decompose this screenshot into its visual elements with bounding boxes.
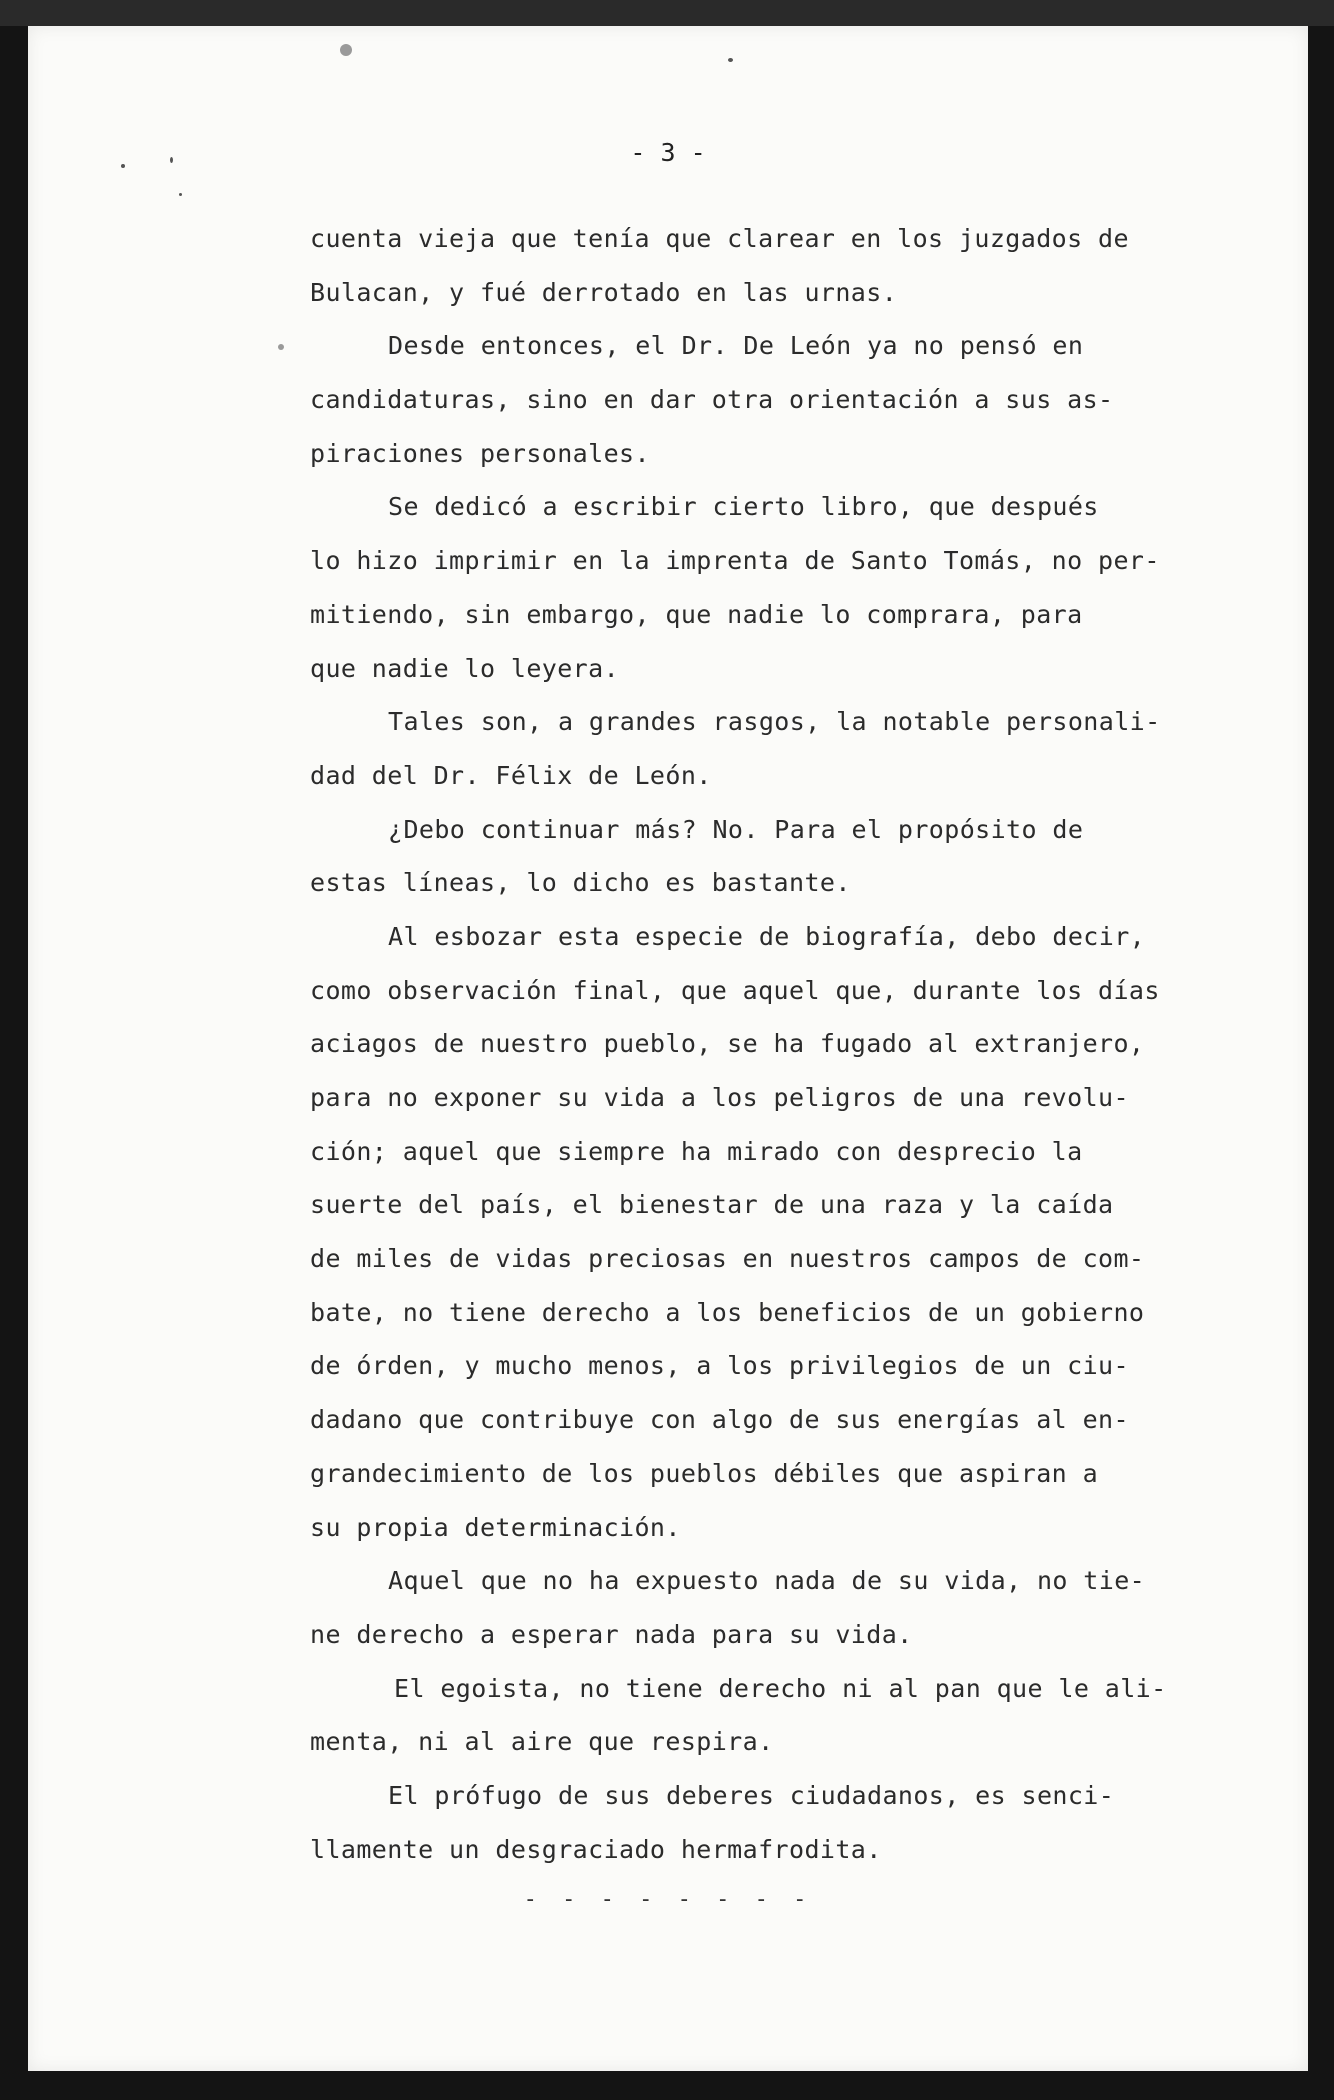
text-line: dadano que contribuye con algo de sus energías al en- bbox=[310, 1405, 1129, 1435]
paragraph-start-line: El egoista, no tiene derecho ni al pan que le ali- bbox=[394, 1673, 1167, 1703]
text-line: de órden, y mucho menos, a los privilegios de un ciu- bbox=[310, 1351, 1129, 1381]
scan-speck bbox=[278, 344, 284, 350]
text-line: de miles de vidas preciosas en nuestros campos de com- bbox=[310, 1244, 1145, 1274]
text-line: suerte del país, el bienestar de una raza y la caída bbox=[310, 1190, 1114, 1220]
text-line: dad del Dr. Félix de León. bbox=[310, 760, 712, 790]
text-line: menta, ni al aire que respira. bbox=[310, 1727, 774, 1757]
text-line: para no exponer su vida a los peligros de una revolu- bbox=[310, 1083, 1129, 1112]
text-line: llamente un desgraciado hermafrodita. bbox=[310, 1834, 882, 1864]
paragraph-start-line: Aquel que no ha expuesto nada de su vida, no tie- bbox=[388, 1566, 1146, 1596]
text-line: que nadie lo leyera. bbox=[310, 653, 620, 683]
paragraph-start-line: Se dedicó a escribir cierto libro, que después bbox=[388, 492, 1099, 522]
text-line: grandecimiento de los pueblos débiles que aspiran a bbox=[310, 1458, 1099, 1488]
body-text bbox=[310, 212, 1230, 1876]
text-line: lo hizo imprimir en la imprenta de Santo Tomás, no per- bbox=[310, 546, 1160, 576]
text-line: estas líneas, lo dicho es bastante. bbox=[310, 868, 851, 898]
scan-speck bbox=[728, 58, 733, 62]
paragraph-start-line: El prófugo de sus deberes ciudadanos, es senci- bbox=[388, 1780, 1115, 1810]
text-line: mitiendo, sin embargo, que nadie lo comprara, para bbox=[310, 599, 1083, 629]
text-line: aciagos de nuestro pueblo, se ha fugado al extranjero, bbox=[310, 1029, 1145, 1059]
text-line: como observación final, que aquel que, durante los días bbox=[310, 975, 1160, 1005]
paragraph-start-line: ¿Debo continuar más? No. Para el propósito de bbox=[388, 814, 1084, 844]
paragraph-start-line: Tales son, a grandes rasgos, la notable personali- bbox=[388, 707, 1161, 737]
scan-speck bbox=[179, 193, 182, 196]
text-line: ción; aquel que siempre ha mirado con desprecio la bbox=[310, 1136, 1083, 1166]
section-separator: - - - - - - - - bbox=[523, 1887, 813, 1912]
text-line: candidaturas, sino en dar otra orientación a sus as- bbox=[310, 385, 1114, 415]
text-line: bate, no tiene derecho a los beneficios de un gobierno bbox=[310, 1297, 1145, 1327]
page-number: - 3 - bbox=[630, 138, 706, 167]
scan-speck bbox=[340, 44, 352, 56]
text-line: cuenta vieja que tenía que clarear en los juzgados de bbox=[310, 224, 1129, 253]
text-line: ne derecho a esperar nada para su vida. bbox=[310, 1619, 913, 1649]
paragraph-start-line: Desde entonces, el Dr. De León ya no pensó en bbox=[388, 331, 1084, 361]
document-page bbox=[28, 26, 1308, 2071]
paragraph-start-line: Al esbozar esta especie de biografía, debo decir, bbox=[388, 921, 1146, 951]
text-line: su propia determinación. bbox=[310, 1512, 681, 1542]
text-line: Bulacan, y fué derrotado en las urnas. bbox=[310, 277, 898, 307]
text-line: piraciones personales. bbox=[310, 438, 650, 468]
scan-top-border bbox=[0, 0, 1334, 26]
